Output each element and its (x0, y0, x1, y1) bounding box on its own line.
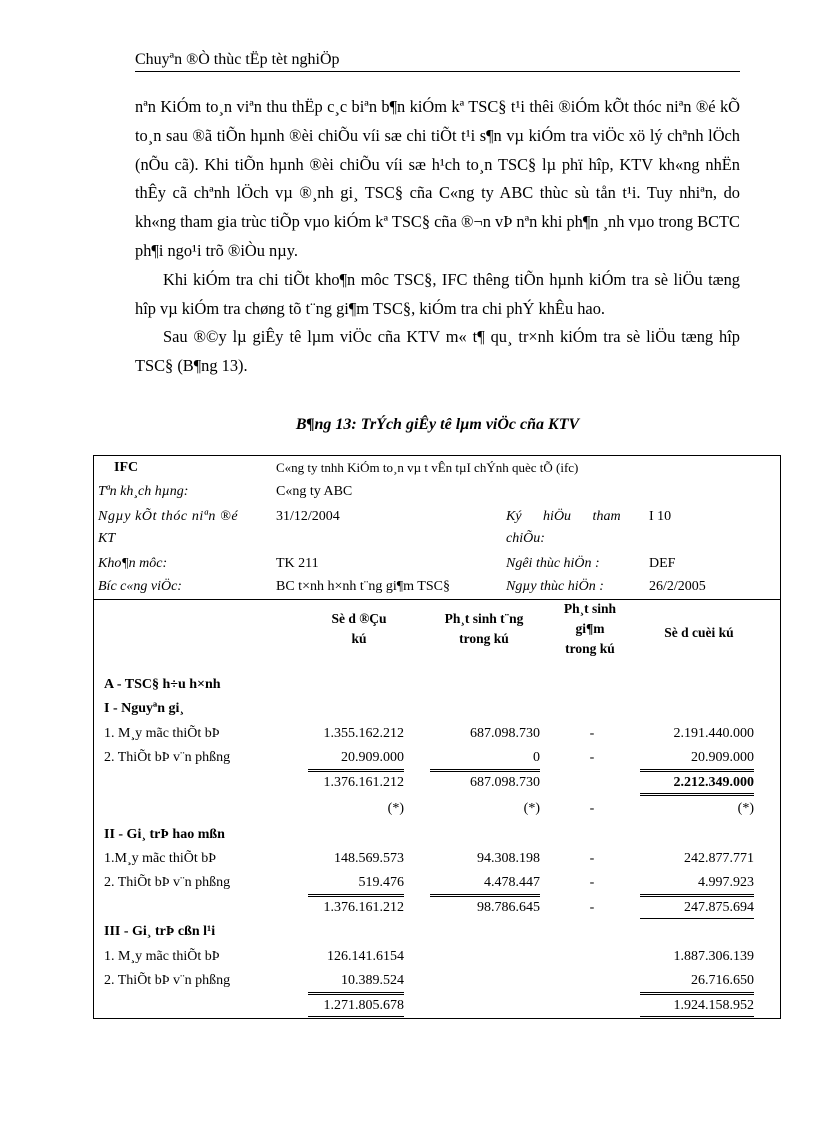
col-header-increase (424, 609, 544, 649)
row-opening: 148.569.573 (334, 851, 404, 866)
frame-divider (94, 599, 780, 600)
row-closing: 26.716.650 (691, 973, 754, 988)
total-opening: 1.376.161.212 (323, 900, 404, 915)
row-decrease: - (589, 851, 595, 866)
col-header-decrease (546, 599, 634, 659)
double-rule (640, 992, 754, 995)
row-opening: 519.476 (358, 875, 404, 890)
double-rule (640, 769, 754, 772)
row-label: 1. M¸y mãc thiÕt bÞ (104, 949, 220, 964)
total-decrease: - (589, 900, 595, 915)
total-increase: 687.098.730 (470, 775, 540, 790)
row-label: 2. ThiÕt bÞ v¨n phßng (104, 750, 231, 765)
step-label: Bíc c«ng viÖc: (98, 579, 182, 594)
date-value: 26/2/2005 (649, 579, 706, 594)
col-header-opening-line1: Sè d ®Çu (331, 611, 387, 626)
row-label: 1.M¸y mãc thiÕt bÞ (104, 851, 216, 866)
row-label: 2. ThiÕt bÞ v¨n phßng (104, 973, 231, 988)
body-text (135, 93, 740, 381)
section-tangible: A - TSC§ h÷u h×nh (104, 677, 221, 692)
paragraph-2: Khi kiÓm tra chi tiÕt kho¶n môc TSC§, IFC thêng tiÕn hµnh kiÓm tra sè liÖu tæng hîp vµ kiÓm tra chøng tõ t¨ng gi¶m TSC§, kiÓm tra chi phÝ khÊu hao. (135, 269, 740, 318)
preparer-label: Ngêi thùc hiÖn : (506, 556, 600, 571)
row-label: 1. M¸y mãc thiÕt bÞ (104, 726, 220, 741)
preparer-value: DEF (649, 556, 676, 571)
single-rule (308, 1016, 404, 1017)
ref-value: I 10 (649, 509, 672, 524)
firm-full: C«ng ty tnhh KiÓm to¸n vµ t vÊn tµI chÝnh quèc tÕ (ifc) (276, 460, 579, 475)
row-closing: 1.887.306.139 (673, 949, 754, 964)
col-header-decrease-line1: Ph¸t sinh (563, 601, 617, 616)
row-increase: 0 (533, 750, 540, 765)
double-rule (640, 894, 754, 897)
double-rule (308, 992, 404, 995)
col-header-opening (304, 609, 414, 649)
ref-label-2: chiÕu: (506, 531, 545, 546)
row-opening: 1.355.162.212 (323, 726, 404, 741)
period-label: Ngµy kÕt thóc niªn ®é (98, 509, 239, 524)
firm-short: IFC (114, 460, 139, 475)
row-increase: 687.098.730 (470, 726, 540, 741)
row-decrease: - (589, 875, 595, 890)
total-increase: 98.786.645 (477, 900, 540, 915)
period-value: 31/12/2004 (276, 509, 340, 524)
group-net-value: III - Gi¸ trÞ cßn l¹i (104, 924, 216, 939)
step-value: BC t×nh h×nh t¨ng gi¶m TSC§ (276, 579, 450, 594)
mark-opening: (*) (387, 801, 404, 816)
col-header-increase-line1: Ph¸t sinh t¨ng (444, 611, 524, 626)
col-header-opening-line2: kú (351, 631, 367, 646)
single-rule (640, 1016, 754, 1017)
double-rule (430, 769, 540, 772)
table-title: B¶ng 13: TrÝch giÊy tê lµm viÖc cña KTV (295, 416, 580, 433)
mark-decrease: - (589, 801, 595, 816)
col-header-decrease-line2: gi¶m (575, 621, 605, 636)
paragraph-1: nªn KiÓm to¸n viªn thu thËp c¸c biªn b¶n kiÓm kª TSC§ t¹i thêi ®iÓm kÕt thóc niªn ®é kÕ to¸n sau ®ã tiÕn hµnh ®èi chiÕu víi sæ chi tiÕt t¹i s¶n vµ kiÓm tra viÖc xö lý chªnh lÖch (nÕu cã). Khi tiÕn hµnh ®èi chiÕu víi sæ h¹ch to¸n TSC§ lµ phï hîp, KTV kh«ng nhËn thÊy cã chªnh lÖch vµ ®¸nh gi¸ TSC§ cña C«ng ty ABC thùc sù tån t¹i. Tuy nhiªn, do kh«ng tham gia trùc tiÕp vµo kiÓm kª TSC§ cña ®¬n vÞ nªn khi ph¶n ¸nh vµo trong BCTC ph¶i ngo¹i trõ ®iÒu nµy. (135, 97, 740, 260)
double-rule (430, 894, 540, 897)
col-header-increase-line2: trong kú (459, 631, 509, 646)
single-rule (640, 918, 754, 919)
group-cost: I - Nguyªn gi¸ (104, 701, 185, 716)
row-closing: 20.909.000 (691, 750, 754, 765)
row-decrease: - (589, 750, 595, 765)
col-header-decrease-line3: trong kú (565, 641, 615, 656)
total-closing: 247.875.694 (684, 900, 754, 915)
page-header (135, 50, 740, 72)
total-closing: 1.924.158.952 (673, 998, 754, 1013)
total-opening: 1.271.805.678 (323, 998, 404, 1013)
col-header-closing: Sè d cuèi kú (664, 625, 734, 640)
double-rule (308, 769, 404, 772)
client-label: Tªn kh¸ch hµng: (98, 484, 189, 499)
account-label: Kho¶n môc: (98, 556, 168, 571)
row-opening: 126.141.6154 (327, 949, 404, 964)
row-decrease: - (589, 726, 595, 741)
double-rule (308, 894, 404, 897)
mark-increase: (*) (523, 801, 540, 816)
row-increase: 4.478.447 (484, 875, 540, 890)
row-closing: 242.877.771 (684, 851, 754, 866)
period-label-2: KT (98, 531, 116, 546)
total-closing: 2.212.349.000 (673, 775, 754, 790)
row-opening: 10.389.524 (341, 973, 404, 988)
account-value: TK 211 (276, 556, 319, 571)
row-label: 2. ThiÕt bÞ v¨n phßng (104, 875, 231, 890)
date-label: Ngµy thùc hiÖn : (506, 579, 604, 594)
row-increase: 94.308.198 (477, 851, 540, 866)
group-depreciation: II - Gi¸ trÞ hao mßn (104, 827, 225, 842)
client-value: C«ng ty ABC (276, 484, 353, 499)
ref-label: Ký hiÖu tham (506, 509, 621, 524)
double-rule (640, 793, 754, 796)
working-paper-table (93, 455, 781, 1019)
paragraph-3: Sau ®©y lµ giÊy tê lµm viÖc cña KTV m« t¶ qu¸ tr×nh kiÓm tra sè liÖu tæng hîp TSC§ (B¶ng 13). (135, 327, 740, 376)
mark-closing: (*) (737, 801, 754, 816)
header-title: Chuyªn ®Ò thùc tËp tèt nghiÖp (135, 51, 340, 68)
total-opening: 1.376.161.212 (323, 775, 404, 790)
row-closing: 2.191.440.000 (673, 726, 754, 741)
row-opening: 20.909.000 (341, 750, 404, 765)
row-closing: 4.997.923 (698, 875, 754, 890)
